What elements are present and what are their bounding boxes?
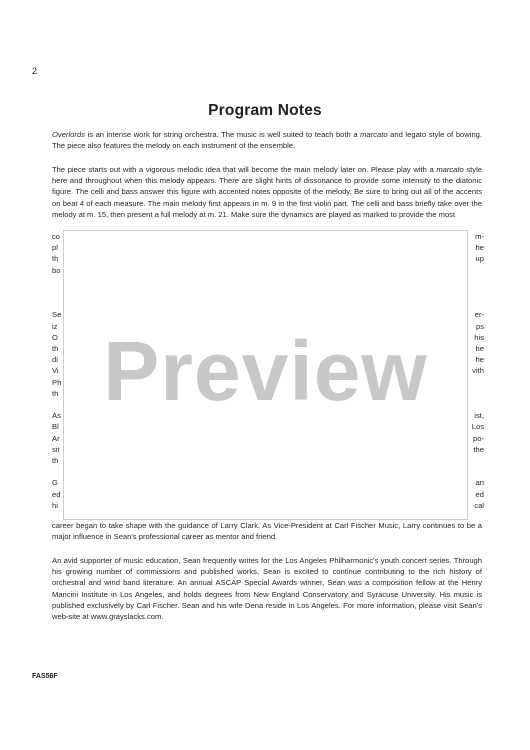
- page-number: 2: [32, 66, 38, 76]
- right-fragment: he: [475, 243, 484, 253]
- right-fragment: ed: [475, 489, 484, 499]
- paragraph-biography: [52, 555, 482, 622]
- left-fragment: sit: [52, 444, 60, 454]
- left-fragment: di: [52, 355, 58, 365]
- para6-text: An avid supporter of music education, Sean frequently writes for the Los Angeles Philharmonic's youth concert series. Through his growing number of commissions and published works, Sean is excited to continue contributing to the rich history of orchestral and wind band literature. An annual ASCAP Special Awards winner, Sean was a composition fellow at the Henry Mancini Institute in Los Angeles, and holds degrees from New England Conservatory and Syracuse University. His music is published exclusively by Carl Fischer. Sean and his wife Dena reside in Los Angeles. For more information, please visit Sean's web-site at www.grayslacks.com.: [52, 556, 482, 622]
- left-fragment: G: [52, 478, 58, 488]
- right-fragment: m-: [475, 232, 484, 241]
- left-fragment: Se: [52, 310, 62, 320]
- left-fragment: th: [52, 344, 59, 353]
- right-fragment: er-: [474, 310, 484, 320]
- para1-text-a: is an intense work for string orchestra. The music is well suited to teach both a: [84, 130, 361, 139]
- para2-italic-marcato: marcato: [436, 165, 464, 174]
- paragraph-performance: [52, 164, 482, 220]
- work-title: Overlords: [52, 130, 85, 139]
- left-fragment: Bl: [52, 422, 59, 432]
- left-fragment: iz: [52, 321, 58, 331]
- left-fragment: co: [52, 232, 61, 241]
- left-fragment: th: [52, 456, 59, 465]
- right-fragment: Los: [471, 422, 484, 432]
- left-fragment: pl: [52, 243, 58, 253]
- left-fragment: ed: [52, 489, 61, 499]
- left-fragment: Vi: [52, 366, 59, 376]
- left-fragment: Ph: [52, 377, 62, 387]
- right-fragment: he: [475, 344, 484, 353]
- para2-text-b: style here and throughout when this melody appears. There are slight hints of dissonance to provide some intensity to the diatonic figure. The celli and bass answer this figure with accented notes opposite of the melody. Be sure to bring out all of the accents on beat 4 of each measure. The main melody first appears in m. 9 in the first violin part. The celli and bass briefly take over the melody at m. 15, then present a full melody at m. 21. Make sure the dynamics are played as marked to provide the most: [52, 165, 482, 219]
- right-fragment: up: [475, 254, 484, 264]
- right-fragment: the: [473, 444, 484, 454]
- right-fragment: po-: [473, 433, 484, 443]
- right-fragment: vith: [472, 366, 484, 376]
- footer-code: FAS56F: [32, 673, 58, 680]
- right-fragment: an: [475, 478, 484, 488]
- left-fragment: bo: [52, 265, 61, 275]
- right-fragment: cal: [474, 500, 484, 510]
- left-fragment: Ar: [52, 433, 60, 443]
- paragraph-career: [52, 520, 482, 542]
- right-fragment: ist,: [474, 411, 484, 421]
- paragraph-intro: [52, 129, 482, 151]
- right-fragment: he: [475, 355, 484, 365]
- right-fragment: ps: [475, 321, 484, 331]
- para1-text-b: and legato style of bowing. The piece also features the melody on each instrument of the ensemble.: [52, 130, 483, 151]
- preview-watermark: Preview: [103, 324, 428, 418]
- left-fragment: th: [52, 254, 59, 264]
- page-title: Program Notes: [208, 102, 322, 119]
- left-fragment: th: [52, 388, 59, 398]
- para5-text: career began to take shape with the guidance of Larry Clark. As Vice-President at Carl Fischer Music, Larry continues to be a major influence in Sean's professional career as mentor and friend.: [52, 521, 482, 542]
- right-fragment: his: [474, 332, 484, 342]
- left-fragment: O: [52, 332, 58, 342]
- preview-overlay: [63, 230, 468, 520]
- para1-italic-marcato: marcato: [360, 130, 388, 139]
- para2-text-a: The piece starts out with a vigorous melodic idea that will become the main melody later on. Please play with a: [52, 165, 437, 174]
- left-fragment: As: [52, 411, 61, 421]
- left-fragment: hi: [52, 500, 58, 510]
